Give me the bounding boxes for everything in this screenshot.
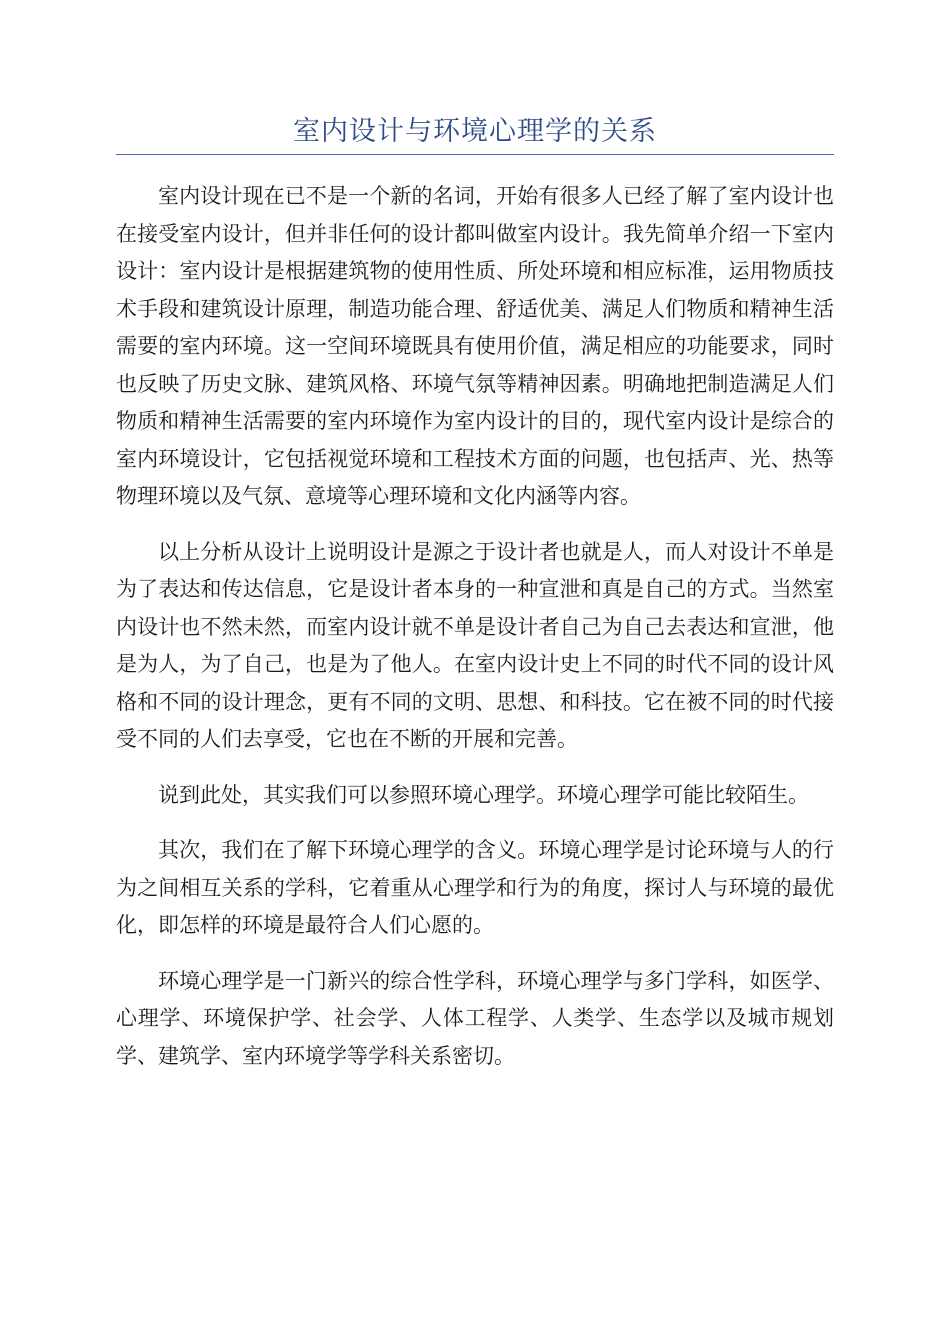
title-block [116,112,834,155]
document-title: 室内设计与环境心理学的关系 [293,116,657,147]
paragraph-3: 说到此处，其实我们可以参照环境心理学。环境心理学可能比较陌生。 [158,782,809,807]
paragraph-5: 环境心理学是一门新兴的综合性学科，环境心理学与多门学科，如医学、心理学、环境保护学、社会学、人体工程学、人类学、生态学以及城市规划学、建筑学、室内环境学等学科关系密切。 [116,968,834,1068]
title-underline [116,154,834,155]
paragraph-1: 室内设计现在已不是一个新的名词，开始有很多人已经了解了室内设计也在接受室内设计，但并非任何的设计都叫做室内设计。我先简单介绍一下室内设计：室内设计是根据建筑物的使用性质、所处环境和相应标准，运用物质技术手段和建筑设计原理，制造功能合理、舒适优美、满足人们物质和精神生活需要的室内环境。这一空间环境既具有使用价值，满足相应的功能要求，同时也反映了历史文脉、建筑风格、环境气氛等精神因素。明确地把制造满足人们物质和精神生活需要的室内环境作为室内设计的目的，现代室内设计是综合的室内环境设计，它包括视觉环境和工程技术方面的问题，也包括声、光、热等物理环境以及气氛、意境等心理环境和文化内涵等内容。 [116,184,834,508]
paragraph-2: 以上分析从设计上说明设计是源之于设计者也就是人，而人对设计不单是为了表达和传达信息，它是设计者本身的一种宣泄和真是自己的方式。当然室内设计也不然未然，而室内设计就不单是设计者自己为自己去表达和宣泄，他是为人，为了自己，也是为了他人。在室内设计史上不同的时代不同的设计风格和不同的设计理念，更有不同的文明、思想、和科技。它在被不同的时代接受不同的人们去享受，它也在不断的开展和完善。 [116,539,834,751]
document-body [116,178,834,1093]
paragraph-4: 其次，我们在了解下环境心理学的含义。环境心理学是讨论环境与人的行为之间相互关系的学科，它着重从心理学和行为的角度，探讨人与环境的最优化，即怎样的环境是最符合人们心愿的。 [116,838,834,937]
